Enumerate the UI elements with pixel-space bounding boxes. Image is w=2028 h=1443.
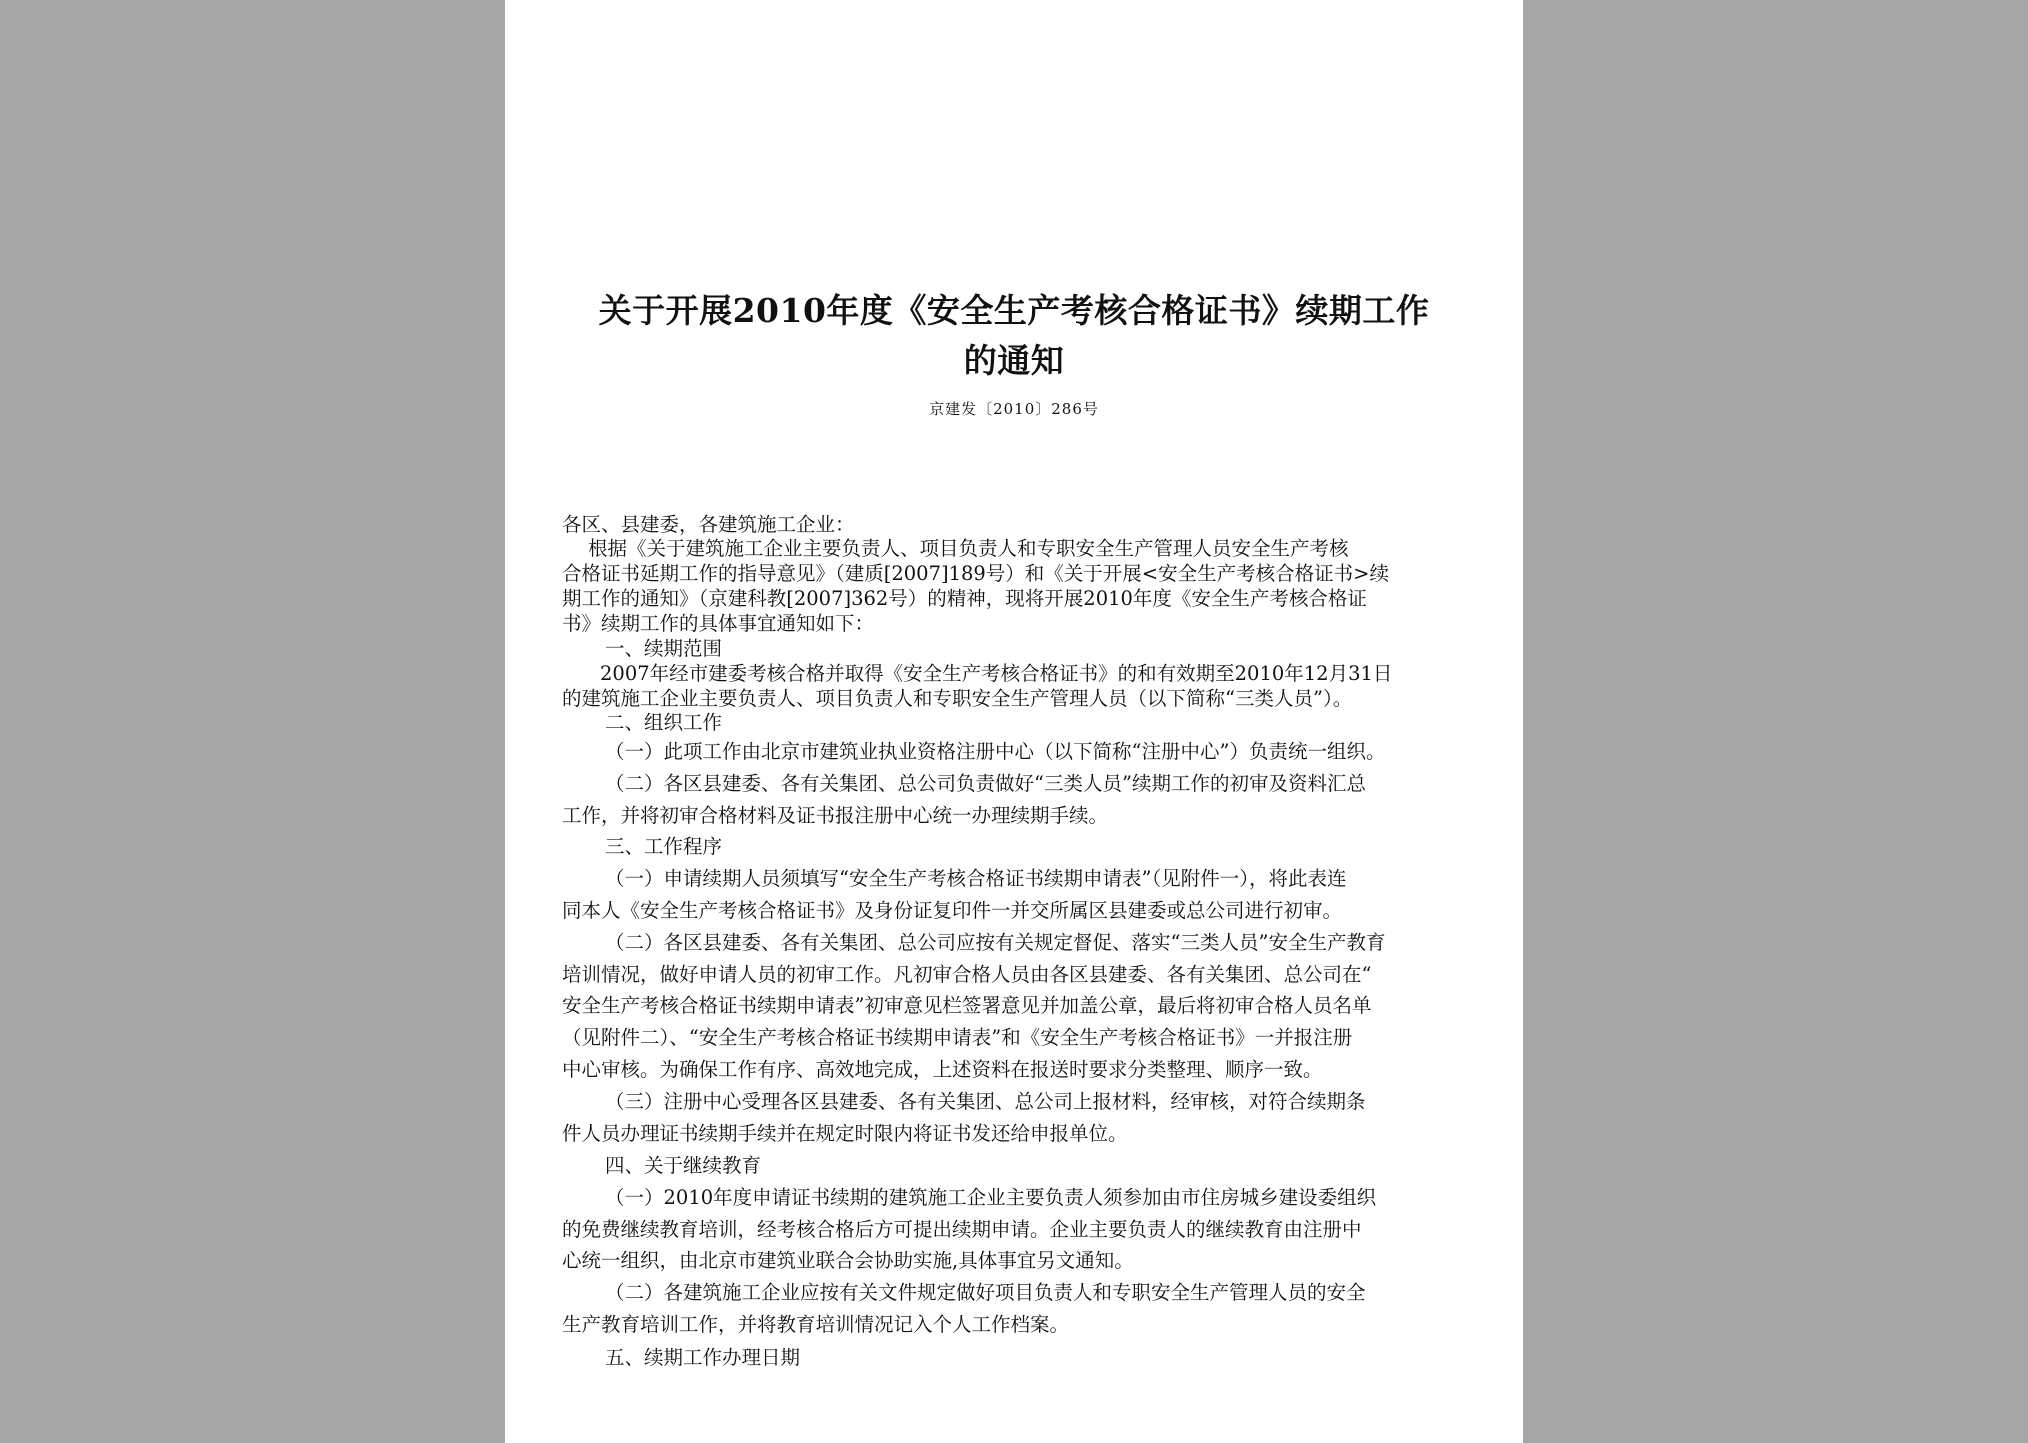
body-line: （三）注册中心受理各区县建委、各有关集团、总公司上报材料，经审核，对符合续期条 (605, 1090, 1366, 1113)
document-page (505, 0, 1523, 1443)
body-line: 的免费继续教育培训，经考核合格后方可提出续期申请。企业主要负责人的继续教育由注册中 (562, 1218, 1362, 1241)
body-line: 培训情况，做好申请人员的初审工作。凡初审合格人员由各区县建委、各有关集团、总公司在“ (562, 963, 1372, 986)
body-line: （一）此项工作由北京市建筑业执业资格注册中心（以下简称“注册中心”）负责统一组织。 (605, 740, 1386, 763)
body-line: 书》续期工作的具体事宜通知如下： (562, 612, 875, 635)
body-line: 的建筑施工企业主要负责人、项目负责人和专职安全生产管理人员（以下简称“三类人员”）。 (562, 687, 1353, 710)
body-line: （一）申请续期人员须填写“安全生产考核合格证书续期申请表”（见附件一），将此表连 (605, 867, 1347, 890)
body-line: 合格证书延期工作的指导意见》（建质[2007]189号）和《关于开展<安全生产考核合格证书>续 (562, 562, 1389, 585)
body-line: 期工作的通知》（京建科教[2007]362号）的精神，现将开展2010年度《安全生产考核合格证 (562, 587, 1367, 610)
section-heading: 四、关于继续教育 (605, 1154, 762, 1177)
body-line: 根据《关于建筑施工企业主要负责人、项目负责人和专职安全生产管理人员安全生产考核 (588, 537, 1349, 560)
salutation: 各区、县建委，各建筑施工企业： (562, 513, 855, 536)
document-title (545, 286, 1483, 386)
body-line: 安全生产考核合格证书续期申请表”初审意见栏签署意见并加盖公章，最后将初审合格人员名单 (562, 994, 1372, 1017)
body-line: 工作，并将初审合格材料及证书报注册中心统一办理续期手续。 (562, 804, 1109, 827)
body-line: 同本人《安全生产考核合格证书》及身份证复印件一并交所属区县建委或总公司进行初审。 (562, 899, 1343, 922)
section-heading: 二、组织工作 (605, 711, 723, 734)
body-line: （二）各区县建委、各有关集团、总公司应按有关规定督促、落实“三类人员”安全生产教育 (605, 931, 1386, 954)
body-line: 件人员办理证书续期手续并在规定时限内将证书发还给申报单位。 (562, 1122, 1128, 1145)
title-line-2: 的通知 (963, 341, 1065, 380)
body-line: 心统一组织，由北京市建筑业联合会协助实施,具体事宜另文通知。 (562, 1249, 1134, 1272)
section-heading: 五、续期工作办理日期 (605, 1346, 801, 1369)
body-line: （二）各区县建委、各有关集团、总公司负责做好“三类人员”续期工作的初审及资料汇总 (605, 772, 1366, 795)
section-heading: 三、工作程序 (605, 835, 723, 858)
body-line: （见附件二）、“安全生产考核合格证书续期申请表”和《安全生产考核合格证书》一并报注册 (562, 1026, 1353, 1049)
body-line: （二）各建筑施工企业应按有关文件规定做好项目负责人和专职安全生产管理人员的安全 (605, 1281, 1366, 1304)
body-line: 中心审核。为确保工作有序、高效地完成，上述资料在报送时要求分类整理、顺序一致。 (562, 1058, 1323, 1081)
body-line: 生产教育培训工作，并将教育培训情况记入个人工作档案。 (562, 1313, 1070, 1336)
section-heading: 一、续期范围 (605, 637, 723, 660)
title-line-1: 关于开展2010年度《安全生产考核合格证书》续期工作 (598, 291, 1430, 330)
document-number: 京建发〔2010〕286号 (929, 400, 1099, 418)
body-line: （一）2010年度申请证书续期的建筑施工企业主要负责人须参加由市住房城乡建设委组织 (605, 1186, 1377, 1209)
body-line: 2007年经市建委考核合格并取得《安全生产考核合格证书》的和有效期至2010年12月31日 (600, 662, 1393, 685)
